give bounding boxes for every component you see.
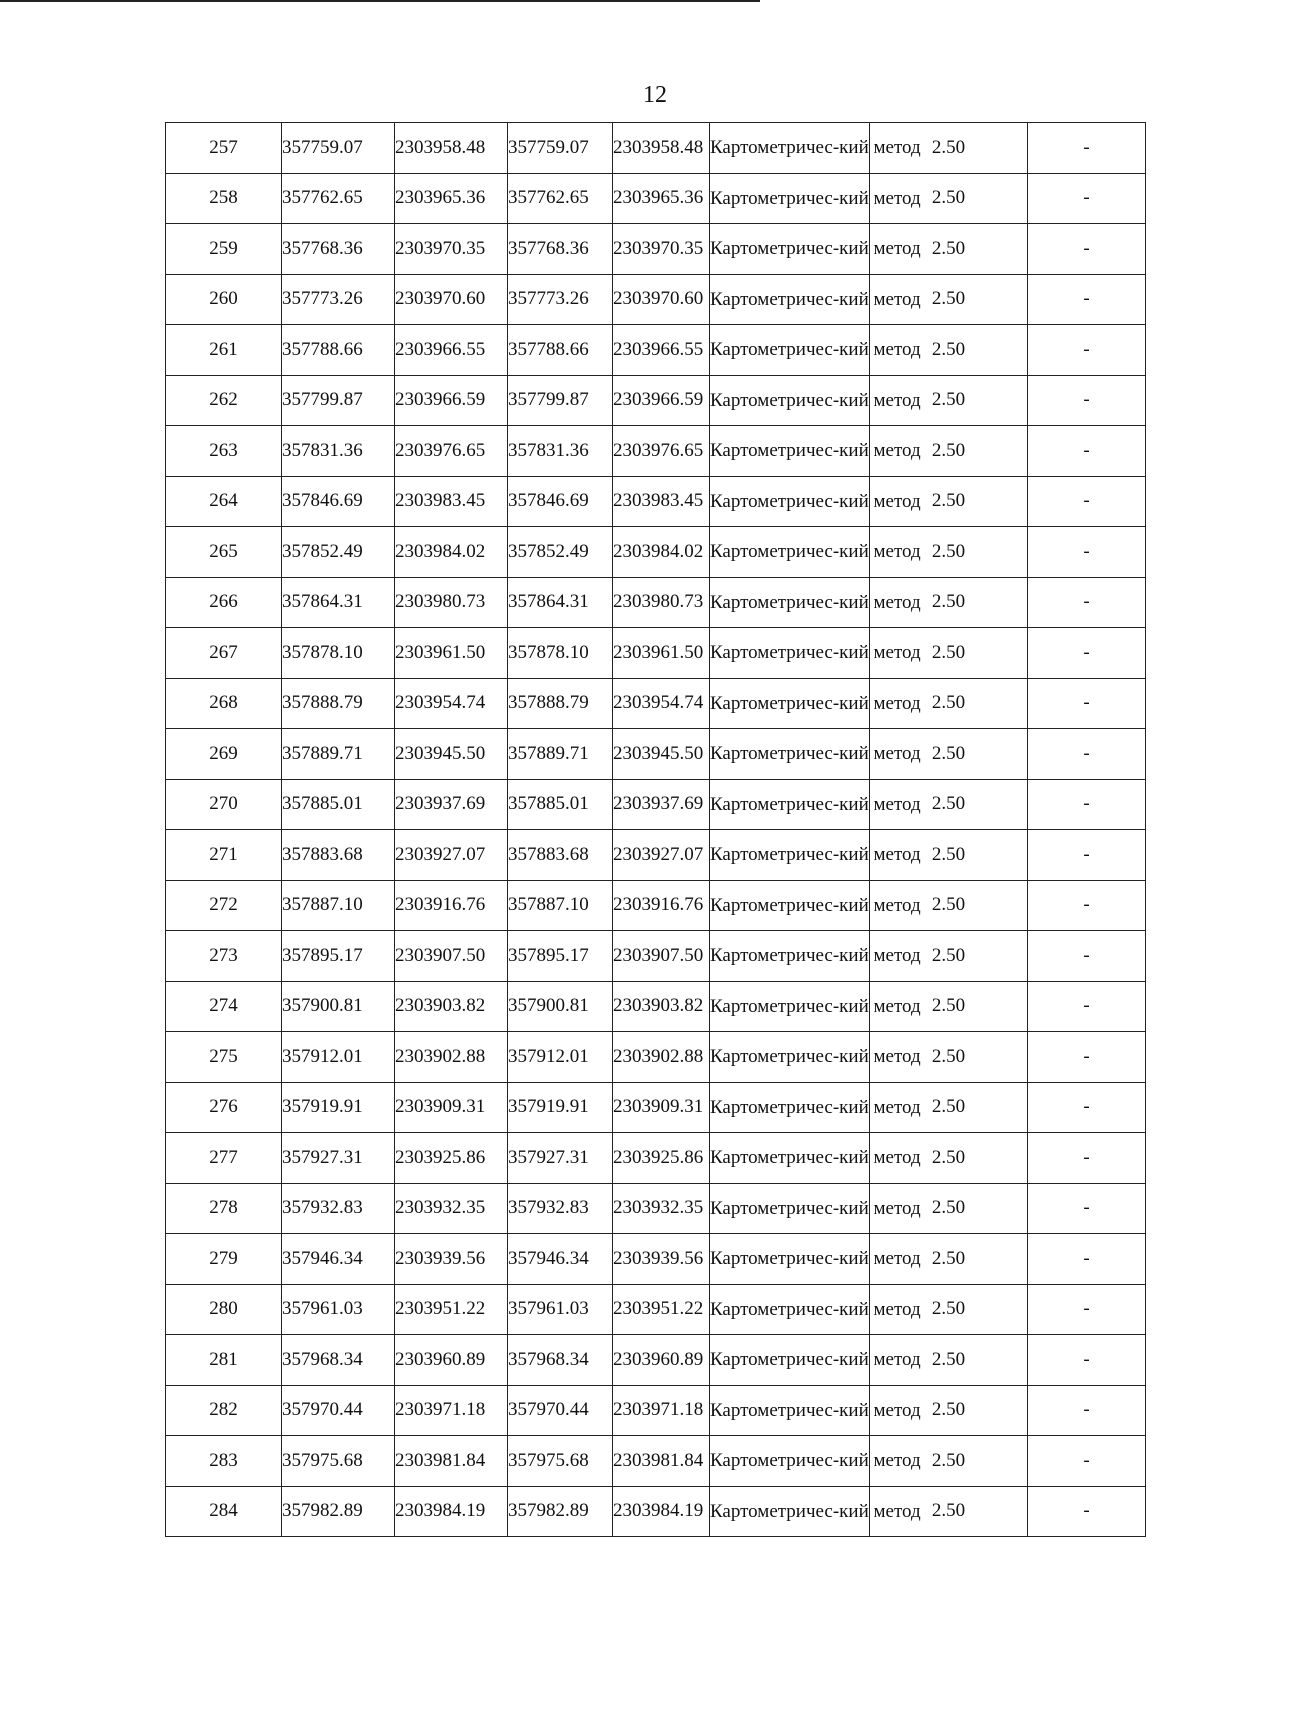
accuracy-cell: 2.50 xyxy=(870,1133,1028,1184)
existing-y-cell: 2303961.50 xyxy=(395,628,508,679)
existing-y-cell: 2303966.59 xyxy=(395,375,508,426)
new-x-cell: 357889.71 xyxy=(508,729,613,780)
table-row xyxy=(166,1032,1146,1083)
method-cell: Картометричес-кий метод xyxy=(710,1284,870,1335)
table-row xyxy=(166,830,1146,881)
new-x-cell: 357768.36 xyxy=(508,224,613,275)
note-cell: - xyxy=(1028,1082,1146,1133)
existing-x-cell: 357970.44 xyxy=(282,1385,395,1436)
existing-y-cell: 2303937.69 xyxy=(395,779,508,830)
new-x-cell: 357975.68 xyxy=(508,1436,613,1487)
point-number-cell: 269 xyxy=(166,729,282,780)
note-cell: - xyxy=(1028,577,1146,628)
note-cell: - xyxy=(1028,1486,1146,1537)
accuracy-cell: 2.50 xyxy=(870,981,1028,1032)
new-y-cell: 2303958.48 xyxy=(613,123,710,174)
new-x-cell: 357852.49 xyxy=(508,527,613,578)
existing-x-cell: 357895.17 xyxy=(282,931,395,982)
existing-y-cell: 2303951.22 xyxy=(395,1284,508,1335)
page-number: 12 xyxy=(643,82,667,108)
method-cell: Картометричес-кий метод xyxy=(710,274,870,325)
existing-x-cell: 357888.79 xyxy=(282,678,395,729)
table-row xyxy=(166,628,1146,679)
existing-x-cell: 357982.89 xyxy=(282,1486,395,1537)
note-cell: - xyxy=(1028,1183,1146,1234)
method-cell: Картометричес-кий метод xyxy=(710,577,870,628)
existing-x-cell: 357932.83 xyxy=(282,1183,395,1234)
table-row xyxy=(166,325,1146,376)
point-number-cell: 275 xyxy=(166,1032,282,1083)
new-x-cell: 357900.81 xyxy=(508,981,613,1032)
existing-y-cell: 2303909.31 xyxy=(395,1082,508,1133)
new-y-cell: 2303954.74 xyxy=(613,678,710,729)
point-number-cell: 283 xyxy=(166,1436,282,1487)
point-number-cell: 261 xyxy=(166,325,282,376)
method-cell: Картометричес-кий метод xyxy=(710,123,870,174)
accuracy-cell: 2.50 xyxy=(870,1284,1028,1335)
note-cell: - xyxy=(1028,173,1146,224)
new-y-cell: 2303983.45 xyxy=(613,476,710,527)
accuracy-cell: 2.50 xyxy=(870,375,1028,426)
point-number-cell: 273 xyxy=(166,931,282,982)
existing-y-cell: 2303954.74 xyxy=(395,678,508,729)
table-row xyxy=(166,224,1146,275)
table-row xyxy=(166,1133,1146,1184)
existing-y-cell: 2303916.76 xyxy=(395,880,508,931)
existing-y-cell: 2303932.35 xyxy=(395,1183,508,1234)
new-y-cell: 2303981.84 xyxy=(613,1436,710,1487)
new-y-cell: 2303937.69 xyxy=(613,779,710,830)
existing-x-cell: 357900.81 xyxy=(282,981,395,1032)
table-row xyxy=(166,1486,1146,1537)
method-cell: Картометричес-кий метод xyxy=(710,527,870,578)
method-cell: Картометричес-кий метод xyxy=(710,1183,870,1234)
point-number-cell: 270 xyxy=(166,779,282,830)
point-number-cell: 266 xyxy=(166,577,282,628)
method-cell: Картометричес-кий метод xyxy=(710,1032,870,1083)
existing-x-cell: 357773.26 xyxy=(282,274,395,325)
existing-x-cell: 357968.34 xyxy=(282,1335,395,1386)
table-row xyxy=(166,1183,1146,1234)
accuracy-cell: 2.50 xyxy=(870,527,1028,578)
method-cell: Картометричес-кий метод xyxy=(710,224,870,275)
note-cell: - xyxy=(1028,1032,1146,1083)
existing-x-cell: 357927.31 xyxy=(282,1133,395,1184)
note-cell: - xyxy=(1028,325,1146,376)
note-cell: - xyxy=(1028,274,1146,325)
new-x-cell: 357888.79 xyxy=(508,678,613,729)
new-x-cell: 357773.26 xyxy=(508,274,613,325)
point-number-cell: 272 xyxy=(166,880,282,931)
table-row xyxy=(166,274,1146,325)
accuracy-cell: 2.50 xyxy=(870,1032,1028,1083)
accuracy-cell: 2.50 xyxy=(870,577,1028,628)
point-number-cell: 262 xyxy=(166,375,282,426)
new-y-cell: 2303907.50 xyxy=(613,931,710,982)
existing-y-cell: 2303965.36 xyxy=(395,173,508,224)
new-x-cell: 357878.10 xyxy=(508,628,613,679)
point-number-cell: 268 xyxy=(166,678,282,729)
new-x-cell: 357883.68 xyxy=(508,830,613,881)
new-y-cell: 2303980.73 xyxy=(613,577,710,628)
new-y-cell: 2303945.50 xyxy=(613,729,710,780)
new-y-cell: 2303966.59 xyxy=(613,375,710,426)
point-number-cell: 276 xyxy=(166,1082,282,1133)
point-number-cell: 280 xyxy=(166,1284,282,1335)
new-y-cell: 2303961.50 xyxy=(613,628,710,679)
table-row xyxy=(166,123,1146,174)
method-cell: Картометричес-кий метод xyxy=(710,1082,870,1133)
new-x-cell: 357762.65 xyxy=(508,173,613,224)
point-number-cell: 259 xyxy=(166,224,282,275)
new-x-cell: 357961.03 xyxy=(508,1284,613,1335)
new-y-cell: 2303976.65 xyxy=(613,426,710,477)
existing-y-cell: 2303970.35 xyxy=(395,224,508,275)
accuracy-cell: 2.50 xyxy=(870,1234,1028,1285)
existing-y-cell: 2303907.50 xyxy=(395,931,508,982)
note-cell: - xyxy=(1028,729,1146,780)
new-x-cell: 357982.89 xyxy=(508,1486,613,1537)
note-cell: - xyxy=(1028,476,1146,527)
new-y-cell: 2303984.19 xyxy=(613,1486,710,1537)
point-number-cell: 264 xyxy=(166,476,282,527)
existing-x-cell: 357878.10 xyxy=(282,628,395,679)
existing-x-cell: 357799.87 xyxy=(282,375,395,426)
new-x-cell: 357759.07 xyxy=(508,123,613,174)
new-x-cell: 357912.01 xyxy=(508,1032,613,1083)
new-x-cell: 357946.34 xyxy=(508,1234,613,1285)
accuracy-cell: 2.50 xyxy=(870,830,1028,881)
point-number-cell: 278 xyxy=(166,1183,282,1234)
accuracy-cell: 2.50 xyxy=(870,1183,1028,1234)
table-row xyxy=(166,729,1146,780)
new-y-cell: 2303932.35 xyxy=(613,1183,710,1234)
method-cell: Картометричес-кий метод xyxy=(710,779,870,830)
table-row xyxy=(166,1385,1146,1436)
method-cell: Картометричес-кий метод xyxy=(710,1335,870,1386)
new-y-cell: 2303925.86 xyxy=(613,1133,710,1184)
new-y-cell: 2303971.18 xyxy=(613,1385,710,1436)
new-y-cell: 2303970.60 xyxy=(613,274,710,325)
new-x-cell: 357919.91 xyxy=(508,1082,613,1133)
table-row xyxy=(166,527,1146,578)
note-cell: - xyxy=(1028,123,1146,174)
new-y-cell: 2303927.07 xyxy=(613,830,710,881)
method-cell: Картометричес-кий метод xyxy=(710,628,870,679)
method-cell: Картометричес-кий метод xyxy=(710,1436,870,1487)
existing-y-cell: 2303983.45 xyxy=(395,476,508,527)
new-y-cell: 2303902.88 xyxy=(613,1032,710,1083)
note-cell: - xyxy=(1028,1436,1146,1487)
point-number-cell: 279 xyxy=(166,1234,282,1285)
accuracy-cell: 2.50 xyxy=(870,628,1028,679)
existing-y-cell: 2303903.82 xyxy=(395,981,508,1032)
new-y-cell: 2303903.82 xyxy=(613,981,710,1032)
new-y-cell: 2303916.76 xyxy=(613,880,710,931)
method-cell: Картометричес-кий метод xyxy=(710,1234,870,1285)
note-cell: - xyxy=(1028,1335,1146,1386)
accuracy-cell: 2.50 xyxy=(870,123,1028,174)
accuracy-cell: 2.50 xyxy=(870,476,1028,527)
existing-y-cell: 2303971.18 xyxy=(395,1385,508,1436)
existing-x-cell: 357768.36 xyxy=(282,224,395,275)
new-x-cell: 357788.66 xyxy=(508,325,613,376)
new-x-cell: 357932.83 xyxy=(508,1183,613,1234)
point-number-cell: 258 xyxy=(166,173,282,224)
method-cell: Картометричес-кий метод xyxy=(710,426,870,477)
note-cell: - xyxy=(1028,375,1146,426)
existing-y-cell: 2303984.02 xyxy=(395,527,508,578)
table-row xyxy=(166,476,1146,527)
note-cell: - xyxy=(1028,527,1146,578)
method-cell: Картометричес-кий метод xyxy=(710,1133,870,1184)
accuracy-cell: 2.50 xyxy=(870,1082,1028,1133)
method-cell: Картометричес-кий метод xyxy=(710,1385,870,1436)
note-cell: - xyxy=(1028,880,1146,931)
existing-x-cell: 357961.03 xyxy=(282,1284,395,1335)
existing-y-cell: 2303945.50 xyxy=(395,729,508,780)
method-cell: Картометричес-кий метод xyxy=(710,981,870,1032)
new-y-cell: 2303909.31 xyxy=(613,1082,710,1133)
method-cell: Картометричес-кий метод xyxy=(710,729,870,780)
existing-y-cell: 2303958.48 xyxy=(395,123,508,174)
existing-x-cell: 357885.01 xyxy=(282,779,395,830)
existing-y-cell: 2303925.86 xyxy=(395,1133,508,1184)
method-cell: Картометричес-кий метод xyxy=(710,678,870,729)
new-x-cell: 357864.31 xyxy=(508,577,613,628)
table-row xyxy=(166,375,1146,426)
method-cell: Картометричес-кий метод xyxy=(710,375,870,426)
new-y-cell: 2303984.02 xyxy=(613,527,710,578)
note-cell: - xyxy=(1028,224,1146,275)
top-rule xyxy=(0,0,760,2)
new-x-cell: 357885.01 xyxy=(508,779,613,830)
existing-x-cell: 357975.68 xyxy=(282,1436,395,1487)
accuracy-cell: 2.50 xyxy=(870,274,1028,325)
existing-y-cell: 2303939.56 xyxy=(395,1234,508,1285)
existing-x-cell: 357831.36 xyxy=(282,426,395,477)
point-number-cell: 271 xyxy=(166,830,282,881)
accuracy-cell: 2.50 xyxy=(870,931,1028,982)
table-row xyxy=(166,1234,1146,1285)
method-cell: Картометричес-кий метод xyxy=(710,173,870,224)
existing-y-cell: 2303980.73 xyxy=(395,577,508,628)
new-x-cell: 357895.17 xyxy=(508,931,613,982)
note-cell: - xyxy=(1028,779,1146,830)
new-x-cell: 357846.69 xyxy=(508,476,613,527)
method-cell: Картометричес-кий метод xyxy=(710,830,870,881)
existing-x-cell: 357788.66 xyxy=(282,325,395,376)
table-row xyxy=(166,981,1146,1032)
method-cell: Картометричес-кий метод xyxy=(710,325,870,376)
existing-x-cell: 357887.10 xyxy=(282,880,395,931)
existing-x-cell: 357883.68 xyxy=(282,830,395,881)
note-cell: - xyxy=(1028,426,1146,477)
new-y-cell: 2303951.22 xyxy=(613,1284,710,1335)
new-x-cell: 357970.44 xyxy=(508,1385,613,1436)
point-number-cell: 263 xyxy=(166,426,282,477)
note-cell: - xyxy=(1028,830,1146,881)
accuracy-cell: 2.50 xyxy=(870,1486,1028,1537)
table-row xyxy=(166,577,1146,628)
existing-x-cell: 357946.34 xyxy=(282,1234,395,1285)
point-number-cell: 277 xyxy=(166,1133,282,1184)
accuracy-cell: 2.50 xyxy=(870,325,1028,376)
accuracy-cell: 2.50 xyxy=(870,729,1028,780)
new-y-cell: 2303939.56 xyxy=(613,1234,710,1285)
existing-y-cell: 2303902.88 xyxy=(395,1032,508,1083)
point-number-cell: 267 xyxy=(166,628,282,679)
new-x-cell: 357799.87 xyxy=(508,375,613,426)
table-row xyxy=(166,173,1146,224)
existing-y-cell: 2303981.84 xyxy=(395,1436,508,1487)
point-number-cell: 281 xyxy=(166,1335,282,1386)
new-y-cell: 2303960.89 xyxy=(613,1335,710,1386)
note-cell: - xyxy=(1028,678,1146,729)
new-x-cell: 357927.31 xyxy=(508,1133,613,1184)
coordinates-table xyxy=(165,122,1146,1537)
existing-x-cell: 357759.07 xyxy=(282,123,395,174)
table-row xyxy=(166,1284,1146,1335)
existing-x-cell: 357762.65 xyxy=(282,173,395,224)
point-number-cell: 274 xyxy=(166,981,282,1032)
point-number-cell: 257 xyxy=(166,123,282,174)
accuracy-cell: 2.50 xyxy=(870,1436,1028,1487)
table-row xyxy=(166,678,1146,729)
point-number-cell: 282 xyxy=(166,1385,282,1436)
existing-y-cell: 2303927.07 xyxy=(395,830,508,881)
note-cell: - xyxy=(1028,628,1146,679)
existing-x-cell: 357919.91 xyxy=(282,1082,395,1133)
existing-x-cell: 357912.01 xyxy=(282,1032,395,1083)
table-row xyxy=(166,1082,1146,1133)
existing-x-cell: 357852.49 xyxy=(282,527,395,578)
existing-x-cell: 357889.71 xyxy=(282,729,395,780)
note-cell: - xyxy=(1028,981,1146,1032)
note-cell: - xyxy=(1028,1385,1146,1436)
table-row xyxy=(166,426,1146,477)
new-y-cell: 2303965.36 xyxy=(613,173,710,224)
new-x-cell: 357887.10 xyxy=(508,880,613,931)
existing-x-cell: 357846.69 xyxy=(282,476,395,527)
new-x-cell: 357831.36 xyxy=(508,426,613,477)
new-y-cell: 2303966.55 xyxy=(613,325,710,376)
note-cell: - xyxy=(1028,1133,1146,1184)
method-cell: Картометричес-кий метод xyxy=(710,880,870,931)
existing-y-cell: 2303960.89 xyxy=(395,1335,508,1386)
existing-y-cell: 2303970.60 xyxy=(395,274,508,325)
point-number-cell: 260 xyxy=(166,274,282,325)
table-row xyxy=(166,779,1146,830)
point-number-cell: 265 xyxy=(166,527,282,578)
method-cell: Картометричес-кий метод xyxy=(710,476,870,527)
note-cell: - xyxy=(1028,1234,1146,1285)
table-row xyxy=(166,1335,1146,1386)
point-number-cell: 284 xyxy=(166,1486,282,1537)
new-y-cell: 2303970.35 xyxy=(613,224,710,275)
table-row xyxy=(166,1436,1146,1487)
existing-y-cell: 2303966.55 xyxy=(395,325,508,376)
accuracy-cell: 2.50 xyxy=(870,224,1028,275)
table-body xyxy=(166,123,1146,1537)
existing-x-cell: 357864.31 xyxy=(282,577,395,628)
accuracy-cell: 2.50 xyxy=(870,426,1028,477)
existing-y-cell: 2303976.65 xyxy=(395,426,508,477)
method-cell: Картометричес-кий метод xyxy=(710,1486,870,1537)
note-cell: - xyxy=(1028,931,1146,982)
accuracy-cell: 2.50 xyxy=(870,678,1028,729)
accuracy-cell: 2.50 xyxy=(870,880,1028,931)
accuracy-cell: 2.50 xyxy=(870,779,1028,830)
accuracy-cell: 2.50 xyxy=(870,173,1028,224)
note-cell: - xyxy=(1028,1284,1146,1335)
accuracy-cell: 2.50 xyxy=(870,1385,1028,1436)
new-x-cell: 357968.34 xyxy=(508,1335,613,1386)
table-row xyxy=(166,931,1146,982)
table-row xyxy=(166,880,1146,931)
existing-y-cell: 2303984.19 xyxy=(395,1486,508,1537)
method-cell: Картометричес-кий метод xyxy=(710,931,870,982)
accuracy-cell: 2.50 xyxy=(870,1335,1028,1386)
